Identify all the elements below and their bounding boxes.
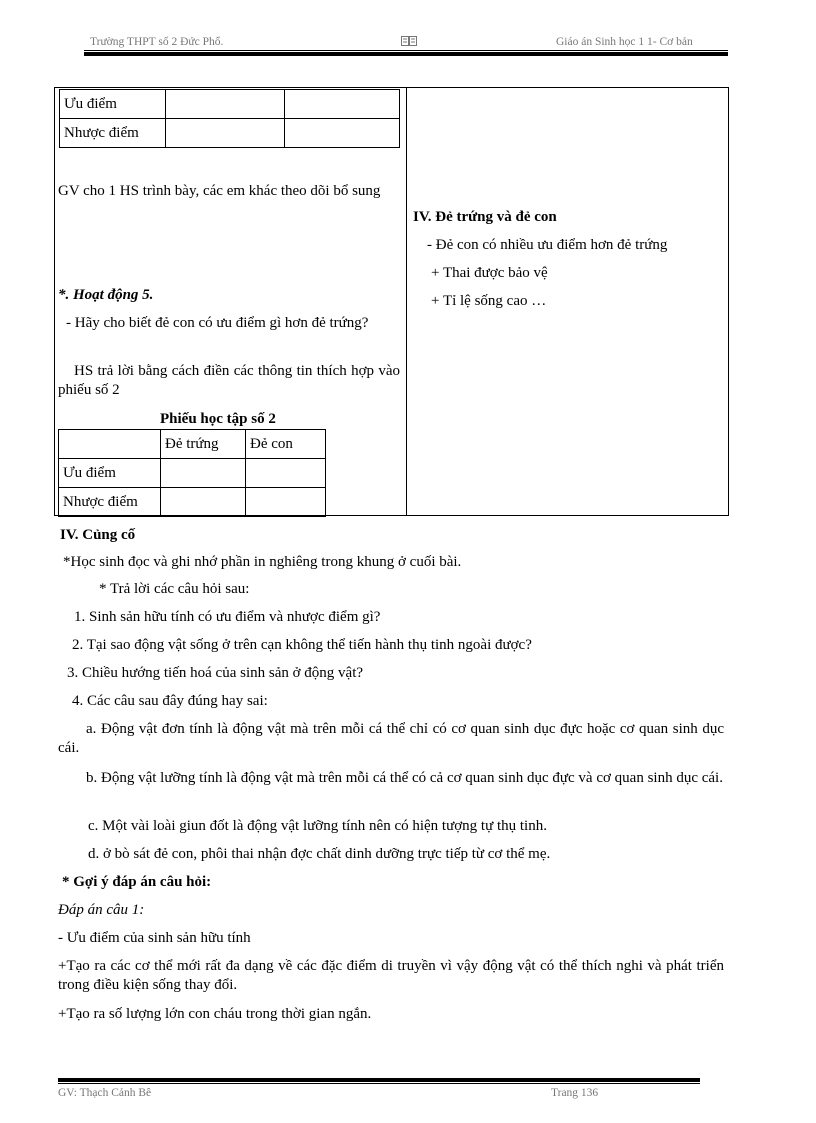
section-intro: *Học sinh đọc và ghi nhớ phần in nghiêng trong khung ở cuối bài. <box>63 554 462 570</box>
header-rule-thick <box>84 52 728 56</box>
hs-instruction: HS trả lời bằng cách điền các thông tin thích hợp vào phiếu số 2 <box>58 363 400 398</box>
footer-rule-thick <box>58 1078 700 1082</box>
table-cell: Ưu điểm <box>60 90 166 119</box>
header-cell: Đẻ con <box>246 430 326 459</box>
activity-question: - Hãy cho biết đẻ con có ưu điểm gì hơn đẻ trứng? <box>66 315 369 331</box>
question-2: 2. Tại sao động vật sống ở trên cạn không thể tiến hành thụ tinh ngoài được? <box>72 637 532 653</box>
header-rule-thin <box>84 50 728 51</box>
activity-title: *. Hoạt động 5. <box>58 287 154 303</box>
footer-teacher: GV: Thạch Cảnh Bê <box>58 1087 152 1099</box>
table-row <box>59 459 326 488</box>
table-row <box>59 488 326 517</box>
question-prompt: * Trả lời các câu hỏi sau: <box>99 581 250 597</box>
answer-line: +Tạo ra các cơ thể mới rất đa dạng về các đặc điểm di truyền vì vậy động vật có thể thích nghi và phát triển trong điều kiện sống thay đổi. <box>58 958 724 993</box>
question-4: 4. Các câu sau đây đúng hay sai: <box>72 693 268 709</box>
gv-instruction: GV cho 1 HS trình bày, các em khác theo dõi bổ sung <box>58 183 381 199</box>
table-row <box>60 119 400 148</box>
table-cell: Nhược điểm <box>60 119 166 148</box>
statement-c: c. Một vài loài giun đốt là động vật lưỡng tính nên có hiện tượng tự thụ tinh. <box>88 818 547 834</box>
answer-line: +Tạo ra số lượng lớn con cháu trong thời gian ngắn. <box>58 1006 372 1022</box>
right-line: + Tỉ lệ sống cao … <box>431 293 547 309</box>
footer-rule-thin <box>58 1083 700 1084</box>
hint-title: * Gợi ý đáp án câu hỏi: <box>62 874 212 890</box>
statement-b: b. Động vật lưỡng tính là động vật mà trên mỗi cá thể có cả cơ quan sinh dục đực và cơ quan sinh dục cái. <box>86 770 723 786</box>
statement-a: a. Động vật đơn tính là động vật mà trên mỗi cá thể chỉ có cơ quan sinh dục đực hoặc cơ quan sinh dục cái. <box>58 721 724 756</box>
header-subject: Giáo án Sinh học 1 1- Cơ bản <box>556 36 693 48</box>
right-section-title: IV. Đẻ trứng và đẻ con <box>413 209 557 225</box>
page-number: Trang 136 <box>551 1087 599 1099</box>
right-line: - Đẻ con có nhiều ưu điểm hơn đẻ trứng <box>427 237 668 253</box>
question-1: 1. Sinh sản hữu tính có ưu điểm và nhược điểm gì? <box>74 609 381 625</box>
statement-d: d. ở bò sát đẻ con, phôi thai nhận đợc chất dinh dưỡng trực tiếp từ cơ thể mẹ. <box>88 846 551 862</box>
sheet-title: Phiếu học tập số 2 <box>160 411 276 427</box>
answer-1-title: Đáp án câu 1: <box>58 902 145 918</box>
answer-line: - Ưu điểm của sinh sản hữu tính <box>58 930 251 946</box>
section-title: IV. Củng cố <box>60 527 136 543</box>
comparison-table-1 <box>59 89 400 148</box>
table-cell: Nhược điểm <box>59 488 161 517</box>
column-divider <box>406 87 407 516</box>
book-icon <box>401 36 417 46</box>
table-cell: Ưu điểm <box>59 459 161 488</box>
right-line: + Thai được bảo vệ <box>431 265 548 281</box>
comparison-table-2 <box>58 429 326 517</box>
question-3: 3. Chiều hướng tiến hoá của sinh sản ở động vật? <box>67 665 364 681</box>
header-cell: Đẻ trứng <box>161 430 246 459</box>
table-row <box>60 90 400 119</box>
header-school: Trường THPT số 2 Đức Phổ. <box>90 36 224 48</box>
table-row <box>59 430 326 459</box>
